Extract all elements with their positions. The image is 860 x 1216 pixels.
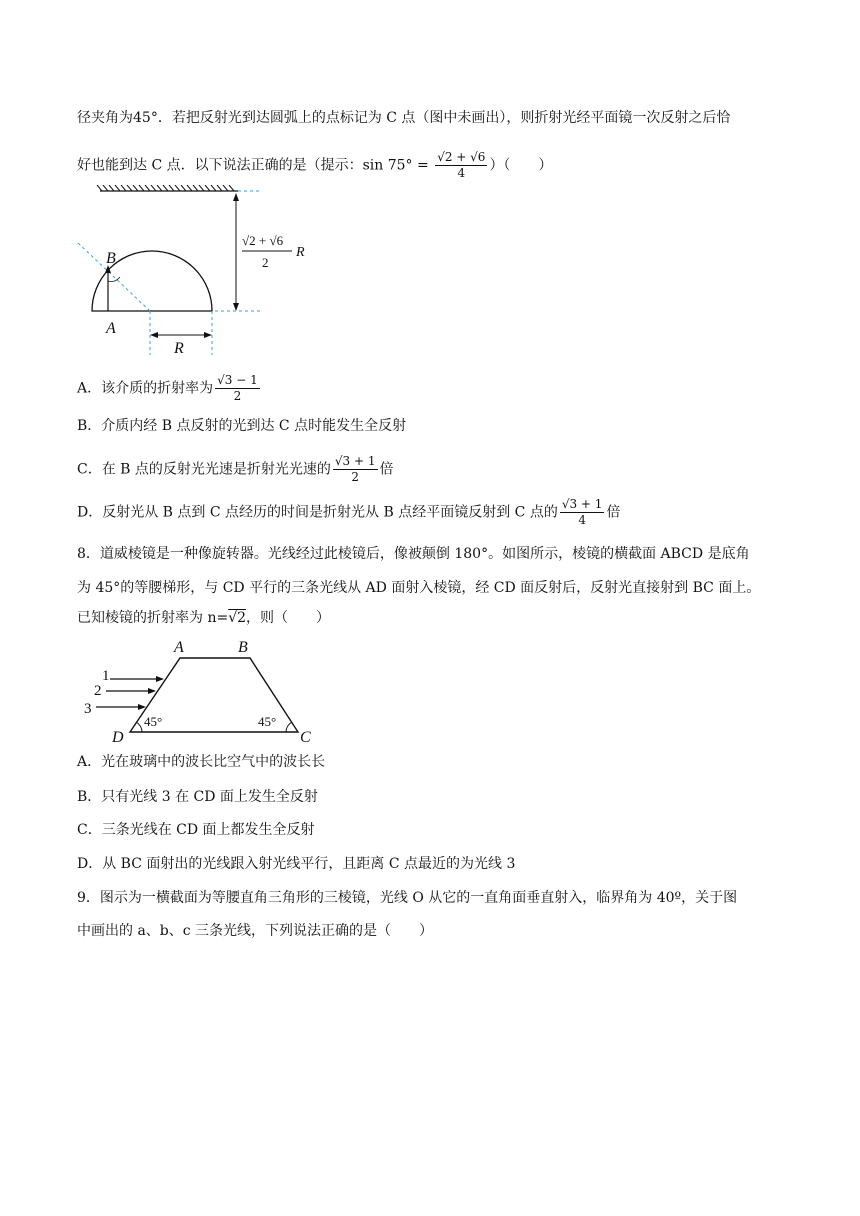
height-label-denominator: 2 [262, 255, 269, 270]
q8-figure [78, 636, 328, 744]
ray-2-label: 2 [94, 683, 102, 699]
vertex-D: D [112, 729, 124, 744]
angle-right-label: 45° [258, 714, 277, 729]
q7-option-C-fraction: $\frac{√3 + 1}{2}$ [334, 454, 376, 484]
q8-option-B: B．只有光线 3 在 CD 面上发生全反射 [77, 789, 318, 805]
q8-option-D: D．从 BC 面射出的光线跟入射光线平行，且距离 C 点最近的为光线 3 [77, 856, 516, 872]
label-B: B [106, 250, 116, 267]
q7-option-A-fraction: $\frac{√3 - 1}{2}$ [217, 373, 258, 403]
vertex-A: A [174, 639, 184, 656]
vertex-B: B [238, 639, 248, 656]
q8-option-C: C．三条光线在 CD 面上都发生全反射 [77, 822, 315, 838]
q7-figure [70, 185, 330, 360]
vertex-C: C [300, 729, 311, 744]
label-A: A [106, 320, 116, 337]
height-label-R: R [296, 245, 305, 260]
q8-text-line2: 为 45°的等腰梯形，与 CD 平行的三条光线从 AD 面射入棱镜，经 CD 面反射后，反射光直接射到 BC 面上。 [77, 580, 761, 596]
ray-1-label: 1 [102, 668, 110, 684]
q8-text-line3: 已知棱镜的折射率为 n=√2，则（ ） [77, 610, 331, 626]
mirror-hatching [97, 185, 234, 191]
q7-option-B: B．介质内经 B 点反射的光到达 C 点时能发生全反射 [77, 418, 407, 434]
q8-option-A: A．光在玻璃中的波长比空气中的波长长 [77, 754, 326, 770]
ray-3-label: 3 [84, 701, 92, 717]
refractive-index-value: √2 [228, 610, 247, 626]
q9-text-line2: 中画出的 a、b、c 三条光线，下列说法正确的是（ ） [77, 923, 434, 939]
q7-hint-fraction: $\frac{√2 + √6}{4}$ [437, 150, 486, 180]
q7-option-A: A．该介质的折射率为 $\frac{√3 - 1}{2}$ [77, 373, 258, 403]
label-R: R [174, 340, 184, 357]
q7-text-line2 [77, 150, 552, 181]
q7-option-C: C．在 B 点的反射光光速是折射光光速的 $\frac{√3 + 1}{2}$ 倍 [77, 454, 394, 484]
q7-hint-prefix: 好也能到达 C 点．以下说法正确的是（提示：sin 75° = [77, 157, 434, 174]
q7-text-line1: 径夹角为45°．若把反射光到达圆弧上的点标记为 C 点（图中未画出），则折射光经平面镜一次反射之后恰 [77, 110, 731, 126]
q7-option-D-fraction: $\frac{√3 + 1}{4}$ [561, 497, 603, 527]
q7-option-D: D．反射光从 B 点到 C 点经历的时间是折射光从 B 点经平面镜反射到 C 点的 $\frac{√3 + 1}{4}$ 倍 [77, 497, 621, 527]
q9-text-line1: 9．图示为一横截面为等腰直角三角形的三棱镜，光线 O 从它的一直角面垂直射入，临界角为 40º，关于图 [77, 890, 738, 906]
angle-left-label: 45° [144, 714, 163, 729]
height-label-numerator: √2 + √6 [242, 233, 284, 248]
q7-hint-suffix: ）（ ） [489, 157, 553, 174]
q8-text-line1: 8．道威棱镜是一种像旋转器。光线经过此棱镜后，像被颠倒 180°。如图所示，棱镜的横截面 ABCD 是底角 [77, 546, 750, 562]
